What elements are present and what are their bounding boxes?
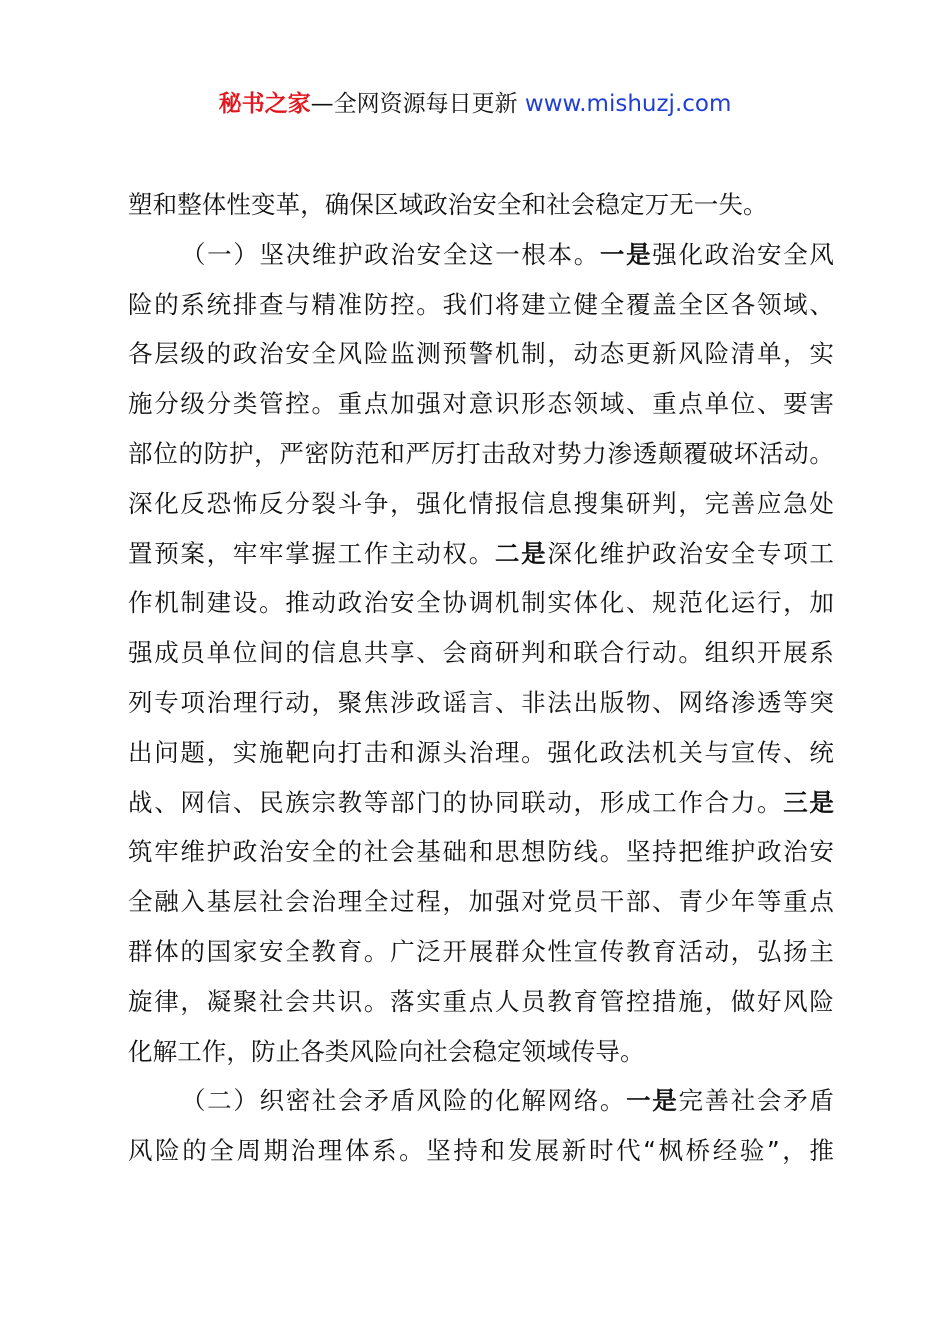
body-line: 化解工作，防止各类风险向社会稳定领域传导。 [128, 1036, 645, 1066]
header-url-link[interactable]: www.mishuzj.com [524, 91, 732, 117]
body-line: 险的系统排查与精准防控。我们将建立健全覆盖全区各领域、 [128, 289, 834, 319]
body-line: 强成员单位间的信息共享、会商研判和联合行动。组织开展系 [128, 638, 834, 668]
body-text: 强化政治安全风 [652, 239, 834, 269]
section-heading: （一）坚决维护政治安全这一根本。 [181, 239, 600, 269]
body-text: 完善社会矛盾 [678, 1086, 834, 1116]
point-marker: 一是 [626, 1086, 679, 1116]
header-brand: 秘书之家 [218, 91, 311, 117]
body-line: 群体的国家安全教育。广泛开展群众性宣传教育活动，弘扬主 [128, 936, 834, 966]
body-text: 深化维护政治安全专项工 [547, 538, 834, 568]
point-marker: 一是 [599, 239, 653, 269]
body-line-with-marker [128, 529, 834, 579]
point-marker: 三是 [783, 787, 834, 817]
body-line: 深化反恐怖反分裂斗争，强化情报信息搜集研判，完善应急处 [128, 488, 834, 518]
body-text: 战、网信、民族宗教等部门的协同联动，形成工作合力。 [128, 787, 784, 817]
document-body [128, 180, 834, 1176]
body-line: 风险的全周期治理体系。坚持和发展新时代“枫桥经验”，推 [128, 1136, 834, 1166]
body-line: 作机制建设。推动政治安全协调机制实体化、规范化运行，加 [128, 588, 834, 618]
body-line: 列专项治理行动，聚焦涉政谣言、非法出版物、网络渗透等突 [128, 687, 834, 717]
point-marker: 二是 [494, 538, 548, 568]
section-heading-line [128, 1076, 834, 1126]
page-header [0, 86, 950, 122]
body-line: 出问题，实施靶向打击和源头治理。强化政法机关与宣传、统 [128, 737, 834, 767]
body-line: 全融入基层社会治理全过程，加强对党员干部、青少年等重点 [128, 887, 834, 917]
body-line-with-marker [128, 778, 834, 828]
header-tagline: —全网资源每日更新 [310, 91, 525, 117]
body-line: 各层级的政治安全风险监测预警机制，动态更新风险清单，实 [128, 339, 834, 369]
body-text: 置预案，牢牢掌握工作主动权。 [128, 538, 495, 568]
body-line: 旋律，凝聚社会共识。落实重点人员教育管控措施，做好风险 [128, 986, 834, 1016]
body-line: 施分级分类管控。重点加强对意识形态领域、重点单位、要害 [128, 389, 834, 419]
body-line: 筑牢维护政治安全的社会基础和思想防线。坚持把维护政治安 [128, 837, 834, 867]
section-heading: （二）织密社会矛盾风险的化解网络。 [181, 1086, 627, 1116]
section-heading-line [128, 230, 834, 280]
body-line: 部位的防护，严密防范和严厉打击敌对势力渗透颠覆破坏活动。 [128, 438, 834, 468]
body-line: 塑和整体性变革，确保区域政治安全和社会稳定万无一失。 [128, 190, 768, 219]
